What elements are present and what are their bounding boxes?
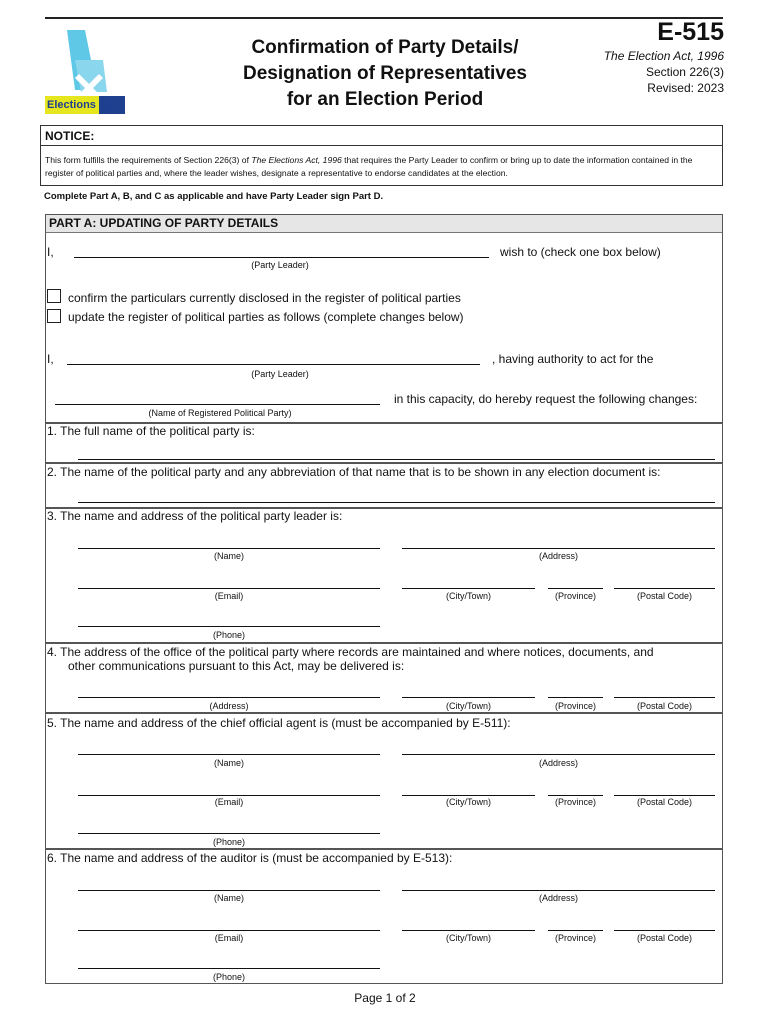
q3-phone-line[interactable] [78, 626, 380, 627]
q4-city-caption: (City/Town) [445, 701, 491, 711]
q5-phone-caption: (Phone) [212, 837, 246, 847]
q5-section [45, 713, 723, 849]
q6-phone-line[interactable] [78, 968, 380, 969]
form-section: Section 226(3) [645, 65, 724, 79]
q3-address-line[interactable] [402, 548, 715, 549]
q3-email-caption: (Email) [214, 591, 244, 601]
q4-province-line[interactable] [548, 697, 603, 698]
q5-city-caption: (City/Town) [445, 797, 491, 807]
q3-postal-caption: (Postal Code) [636, 591, 693, 601]
i-label-2: I, [47, 352, 54, 366]
q1-text: 1. The full name of the political party is: [47, 424, 255, 438]
title-line-2: Designation of Representatives [242, 63, 528, 84]
title-line-1: Confirmation of Party Details/ [251, 37, 519, 58]
q3-email-line[interactable] [78, 588, 380, 589]
q6-phone-caption: (Phone) [212, 972, 246, 982]
q4-city-line[interactable] [402, 697, 535, 698]
notice-box [40, 125, 723, 186]
q4-text-line2: other communications pursuant to this Act, may be delivered is: [68, 659, 405, 673]
q6-text: 6. The name and address of the auditor is (must be accompanied by E-513): [47, 851, 453, 865]
q5-address-caption: (Address) [538, 758, 578, 768]
confirm-option-label: confirm the particulars currently disclosed in the register of political parties [68, 291, 461, 305]
q5-address-line[interactable] [402, 754, 715, 755]
q3-text: 3. The name and address of the political party leader is: [47, 509, 343, 523]
party-leader-caption-1: (Party Leader) [251, 260, 309, 270]
q5-name-line[interactable] [78, 754, 380, 755]
q6-address-caption: (Address) [538, 893, 578, 903]
q5-text: 5. The name and address of the chief official agent is (must be accompanied by E-511): [47, 716, 511, 730]
q2-answer-line[interactable] [78, 502, 715, 503]
q4-address-line[interactable] [78, 697, 380, 698]
q6-email-caption: (Email) [214, 933, 244, 943]
party-leader-caption-2: (Party Leader) [251, 369, 309, 379]
q3-city-line[interactable] [402, 588, 535, 589]
q6-province-line[interactable] [548, 930, 603, 931]
q5-postal-caption: (Postal Code) [636, 797, 693, 807]
logo-text [45, 96, 125, 114]
instruction-text: Complete Part A, B, and C as applicable and have Party Leader sign Part D. [44, 191, 384, 202]
q3-postal-line[interactable] [614, 588, 715, 589]
part-a-heading: PART A: UPDATING OF PARTY DETAILS [49, 216, 279, 230]
q4-postal-line[interactable] [614, 697, 715, 698]
party-name-caption: (Name of Registered Political Party) [148, 408, 292, 418]
party-leader-line-1[interactable] [74, 257, 489, 258]
elections-sk-logo [45, 30, 125, 114]
capacity-text: in this capacity, do hereby request the following changes: [394, 392, 698, 406]
q3-section [45, 508, 723, 643]
q3-province-caption: (Province) [554, 591, 596, 601]
notice-text-act: The Elections Act, 1996 [251, 155, 342, 165]
q6-name-line[interactable] [78, 890, 380, 891]
q4-text-line1: 4. The address of the office of the political party where records are maintained and where notices, documents, and [47, 645, 654, 659]
q6-postal-line[interactable] [614, 930, 715, 931]
q2-text: 2. The name of the political party and any abbreviation of that name that is to be shown in any election document is: [47, 465, 661, 479]
logo-text-value: Elections SK [47, 99, 115, 111]
q3-phone-caption: (Phone) [212, 630, 246, 640]
update-checkbox[interactable] [47, 309, 61, 323]
confirm-checkbox[interactable] [47, 289, 61, 303]
party-leader-line-2[interactable] [67, 364, 480, 365]
q6-city-caption: (City/Town) [445, 933, 491, 943]
q6-email-line[interactable] [78, 930, 380, 931]
form-title [200, 35, 570, 113]
q5-email-caption: (Email) [214, 797, 244, 807]
wish-text: wish to (check one box below) [500, 245, 661, 259]
update-option-label: update the register of political parties as follows (complete changes below) [68, 310, 464, 324]
authority-text: , having authority to act for the [492, 352, 654, 366]
q6-city-line[interactable] [402, 930, 535, 931]
q5-province-caption: (Province) [554, 797, 596, 807]
q5-phone-line[interactable] [78, 833, 380, 834]
q5-email-line[interactable] [78, 795, 380, 796]
q6-postal-caption: (Postal Code) [636, 933, 693, 943]
q3-province-line[interactable] [548, 588, 603, 589]
title-line-3: for an Election Period [286, 89, 484, 110]
notice-text [45, 154, 720, 180]
q5-name-caption: (Name) [213, 758, 244, 768]
notice-heading: NOTICE: [45, 129, 95, 143]
q4-province-caption: (Province) [554, 701, 596, 711]
notice-divider [41, 145, 722, 146]
q1-answer-line[interactable] [78, 459, 715, 460]
q5-postal-line[interactable] [614, 795, 715, 796]
q6-name-caption: (Name) [213, 893, 244, 903]
top-rule [45, 17, 723, 19]
q6-section [45, 849, 723, 984]
form-revised: Revised: 2023 [647, 81, 724, 95]
q6-province-caption: (Province) [554, 933, 596, 943]
q3-city-caption: (City/Town) [445, 591, 491, 601]
q6-address-line[interactable] [402, 890, 715, 891]
form-code: E-515 [657, 18, 724, 46]
q3-name-line[interactable] [78, 548, 380, 549]
q3-name-caption: (Name) [213, 551, 244, 561]
q4-postal-caption: (Postal Code) [636, 701, 693, 711]
page-number: Page 1 of 2 [354, 991, 416, 1005]
q3-address-caption: (Address) [538, 551, 578, 561]
q5-province-line[interactable] [548, 795, 603, 796]
notice-text-before: This form fulfills the requirements of Section 226(3) of [45, 155, 252, 165]
notice-text-after: that requires the Party Leader to confirm or bring up to date the information contained in the register of political parties and, where the leader wishes, designate a representative to endorse candidates at the election. [45, 155, 693, 178]
q4-address-caption: (Address) [209, 701, 249, 711]
i-label-1: I, [47, 245, 54, 259]
form-act: The Election Act, 1996 [603, 49, 724, 63]
party-name-line[interactable] [55, 404, 380, 405]
q5-city-line[interactable] [402, 795, 535, 796]
